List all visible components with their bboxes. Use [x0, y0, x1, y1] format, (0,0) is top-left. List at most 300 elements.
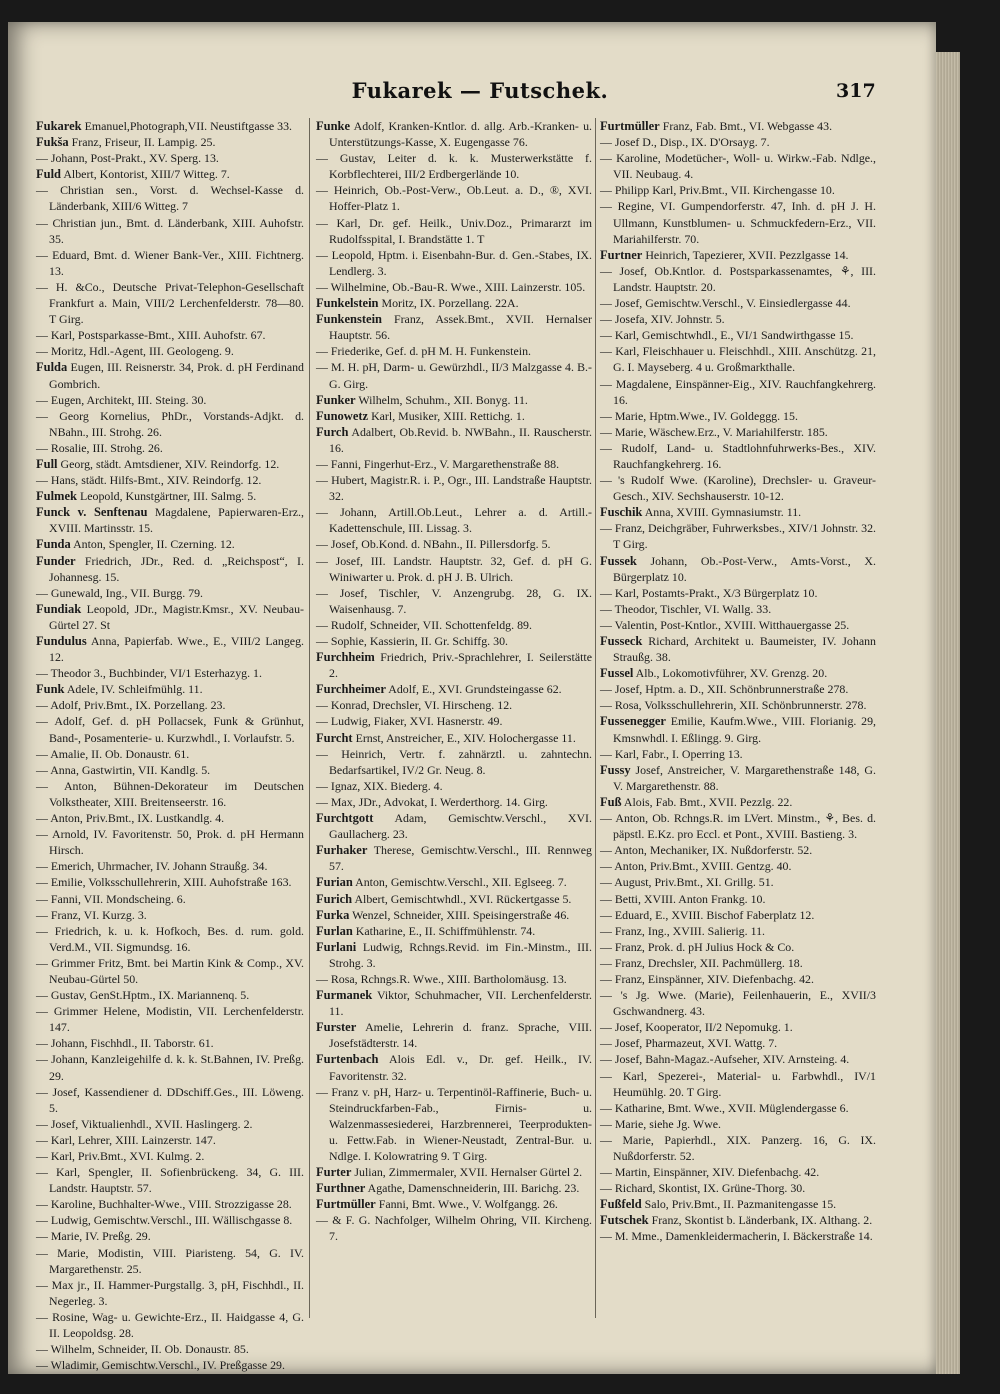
entry-details: Alois Edl. v., Dr. gef. Heilk., IV. Favoritenstr. 32.	[329, 1052, 592, 1083]
entry-details: — Karl, Gemischtwhdl., E., VI/1 Sandwirthgasse 15.	[600, 328, 854, 343]
entry-surname: Fussenegger	[600, 714, 666, 729]
directory-entry	[316, 311, 592, 343]
directory-entry	[316, 649, 592, 681]
directory-entry	[600, 585, 876, 601]
entry-details: — Amalie, II. Ob. Donaustr. 61.	[36, 746, 190, 761]
directory-entry	[600, 1196, 876, 1212]
entry-details: — Heinrich, Ob.-Post-Verw., Ob.Leut. a. D., ®, XVI. Hoffer-Platz 1.	[316, 183, 592, 214]
entry-details: — Gustav, Leiter d. k. k. Musterwerkstätte f. Korbflechterei, III/2 Erdbergerlände 10.	[316, 151, 592, 182]
entry-surname: Furtner	[600, 247, 643, 262]
entry-details: — Josef, Ob.Kond. d. NBahn., II. Pillersdorfg. 5.	[316, 537, 551, 552]
entry-details: Eugen, III. Reisnerstr. 34, Prok. d. pH Ferdinand Gombrich.	[49, 360, 304, 391]
entry-details: — Eduard, Bmt. d. Wiener Bank-Ver., XIII. Fichtnerg. 13.	[36, 247, 304, 278]
directory-entry	[36, 440, 304, 456]
directory-entry	[36, 955, 304, 987]
entry-surname: Funke	[316, 119, 351, 133]
entry-details: — Rudolf, Land- u. Stadtlohnfuhrwerks-Bes., XIV. Rauchfangkehrerg. 16.	[600, 440, 876, 471]
directory-entry	[316, 359, 592, 391]
directory-entry	[600, 424, 876, 440]
entry-details: — Josef, Kassendiener d. DDschiff.Ges., III. Löweng. 5.	[36, 1084, 304, 1115]
directory-entry	[600, 697, 876, 713]
directory-entry	[36, 1051, 304, 1083]
entry-surname: Furtenbach	[316, 1052, 379, 1067]
directory-entry	[36, 327, 304, 343]
entry-details: — Katharine, Bmt. Wwe., XVII. Müglendergasse 6.	[600, 1100, 849, 1115]
entry-details: Emilie, Kaufm.Wwe., VIII. Florianig. 29, Kmsnwhdl. I. Eßlingg. 9. Girg.	[613, 714, 876, 745]
entry-details: — Ludwig, Gemischtw.Verschl., III. Wällischgasse 8.	[36, 1213, 293, 1228]
entry-details: — Heinrich, Vertr. f. zahnärztl. u. zahntechn. Bedarfsartikel, IV/2 Gr. Neug. 8.	[316, 746, 592, 777]
directory-entry	[316, 295, 592, 311]
entry-details: Josef, Anstreicher, V. Margarethenstraße 148, G. V. Margarethenstr. 88.	[613, 762, 876, 793]
entry-details: — 's Rudolf Wwe. (Karoline), Drechsler- u. Graveur-Gesch., XIV. Sechshauserstr. 10-12.	[600, 473, 876, 504]
directory-entry	[600, 247, 876, 263]
entry-details: — Rosalie, III. Strohg. 26.	[36, 440, 163, 455]
entry-details: — Marie, Papierhdl., XIX. Panzerg. 16, G. IX. Nußdorferstr. 52.	[600, 1132, 876, 1163]
entry-surname: Full	[36, 456, 58, 471]
entry-details: — Konrad, Drechsler, VI. Hirscheng. 12.	[316, 698, 513, 713]
entry-details: — Valentin, Post-Kntlor., XVIII. Witthauergasse 25.	[600, 617, 850, 632]
entry-details: — Karl, Spengler, II. Sofienbrückeng. 34, G. III. Landstr. Hauptstr. 57.	[36, 1165, 304, 1196]
entry-details: — Leopold, Hptm. i. Eisenbahn-Bur. d. Gen.-Stabes, IX. Lendlerg. 3.	[316, 247, 592, 278]
directory-entry	[316, 794, 592, 810]
entry-surname: Furtmüller	[316, 1197, 376, 1212]
directory-entry	[36, 1003, 304, 1035]
entry-details: — Gustav, GenSt.Hptm., IX. Mariannenq. 5.	[36, 988, 250, 1003]
entry-details: Adolf, E., XVI. Grundsteingasse 62.	[388, 682, 562, 697]
directory-entry	[36, 1212, 304, 1228]
entry-surname: Fuschik	[600, 505, 643, 520]
directory-entry	[36, 1245, 304, 1277]
entry-surname: Furchtgott	[316, 811, 374, 826]
directory-entry	[316, 150, 592, 182]
entry-details: — Anton, Priv.Bmt., IX. Lustkandlg. 4.	[36, 811, 225, 826]
entry-details: Leopold, JDr., Magistr.Kmsr., XV. Neubau-Gürtel 27. St	[49, 601, 304, 632]
directory-entry	[316, 810, 592, 842]
directory-entry	[316, 874, 592, 890]
entry-details: — Franz v. pH, Harz- u. Terpentinöl-Raffinerie, Buch- u. Steindruckfarben-Fab., Firnis- u. Walzenmassesiederei, Harzbrennerei, Teerprodukten- u. Fettw.Fab. in Wiener-Neustadt, Zentral-Bur. u. Ndlge. I. Kolowratring 9. T Girg.	[316, 1084, 592, 1163]
directory-entry	[36, 891, 304, 907]
directory-entry	[600, 553, 876, 585]
directory-entry	[600, 891, 876, 907]
entry-details: — Anton, Mechaniker, IX. Nußdorferstr. 52.	[600, 843, 813, 858]
directory-entry	[600, 842, 876, 858]
directory-entry	[600, 118, 876, 134]
entry-details: — Franz, VI. Kurzg. 3.	[36, 907, 147, 922]
entry-details: — Karl, Priv.Bmt., XVI. Kulmg. 2.	[36, 1149, 205, 1163]
directory-entry	[36, 1277, 304, 1309]
entry-details: Heinrich, Tapezierer, XVII. Pezzlgasse 14.	[645, 247, 849, 262]
directory-entry	[316, 536, 592, 552]
directory-entry	[600, 1051, 876, 1067]
entry-details: — Max, JDr., Advokat, I. Werderthorg. 14. Girg.	[316, 794, 548, 809]
directory-entry	[36, 504, 304, 536]
directory-entry	[600, 1035, 876, 1051]
directory-entry	[600, 1068, 876, 1100]
directory-column-2	[316, 118, 592, 1318]
entry-details: Wilhelm, Schuhm., XII. Bonyg. 11.	[358, 392, 528, 407]
entry-surname: Furtmüller	[600, 119, 660, 133]
directory-entry	[316, 713, 592, 729]
directory-entry	[36, 826, 304, 858]
entry-surname: Funda	[36, 537, 71, 552]
directory-entry	[36, 697, 304, 713]
directory-entry	[316, 1051, 592, 1083]
directory-entry	[36, 1148, 304, 1164]
directory-entry	[36, 343, 304, 359]
entry-details: — Josefa, XIV. Johnstr. 5.	[600, 312, 725, 327]
directory-entry	[600, 907, 876, 923]
entry-details: Albert, Gemischtwhdl., XVI. Rückertgasse 5.	[354, 891, 572, 906]
entry-surname: Furian	[316, 875, 353, 890]
directory-entry	[36, 150, 304, 166]
directory-entry	[36, 746, 304, 762]
directory-entry	[316, 907, 592, 923]
entry-details: — Wladimir, Gemischtw.Verschl., IV. Preßgasse 29.	[36, 1358, 285, 1373]
entry-details: Friedrich, Priv.-Sprachlehrer, I. Seilerstätte 2.	[329, 650, 592, 681]
entry-details: Julian, Zimmermaler, XVII. Hernalser Gürtel 2.	[354, 1165, 583, 1180]
entry-details: Adam, Gemischtw.Verschl., XVI. Gaullacherg. 23.	[329, 811, 592, 842]
entry-details: — Friederike, Gef. d. pH M. H. Funkenstein.	[316, 344, 531, 359]
directory-entry	[316, 456, 592, 472]
entry-details: — August, Priv.Bmt., XI. Grillg. 51.	[600, 875, 774, 890]
entry-details: — Marie, Wäschew.Erz., V. Mariahilferstr. 185.	[600, 424, 828, 439]
entry-details: — Josef, Gemischtw.Verschl., V. Einsiedlergasse 44.	[600, 296, 851, 311]
entry-details: — Anton, Priv.Bmt., XVIII. Gentzg. 40.	[600, 859, 792, 874]
entry-surname: Furthner	[316, 1181, 366, 1196]
entry-details: — Josef D., Disp., IX. D'Orsayg. 7.	[600, 135, 770, 150]
entry-details: — Karl, Postamts-Prakt., X/3 Bürgerplatz 10.	[600, 585, 818, 600]
entry-details: — Josef, Tischler, V. Anzengrubg. 28, G. IX. Waisenhausg. 7.	[316, 585, 592, 616]
entry-details: — Emilie, Volksschullehrerin, XIII. Auhofstraße 163.	[36, 875, 292, 890]
directory-entry	[316, 971, 592, 987]
entry-details: — Josef, Pharmazeut, XVI. Wattg. 7.	[600, 1036, 778, 1051]
entry-details: Fanni, Bmt. Wwe., V. Wolfgangg. 26.	[378, 1197, 558, 1212]
entry-details: Anna, Papierfab. Wwe., E., VIII/2 Langeg. 12.	[49, 634, 304, 665]
entry-details: — Max jr., II. Hammer-Purgstallg. 3, pH, Fischhdl., II. Negerleg. 3.	[36, 1277, 304, 1308]
entry-surname: Furchheimer	[316, 682, 386, 697]
entry-surname: Fundiak	[36, 601, 82, 616]
entry-details: — Anton, Ob. Rchngs.R. im LVert. Minstm., ⚘, Bes. d. päpstl. E.Kz. pro Eccl. et Pont., XVIII. Bastieng. 3.	[600, 811, 876, 842]
entry-details: — Fanni, VII. Mondscheing. 6.	[36, 891, 186, 906]
entry-surname: Funder	[36, 553, 76, 568]
directory-entry	[36, 1116, 304, 1132]
directory-entry	[600, 343, 876, 375]
entry-surname: Funk	[36, 682, 65, 697]
entry-details: — Grimmer Fritz, Bmt. bei Martin Kink & Comp., XV. Neubau-Gürtel 50.	[36, 955, 304, 986]
entry-details: — Franz, Prok. d. pH Julius Hock & Co.	[600, 939, 795, 954]
entry-details: Anna, XVIII. Gymnasiumstr. 11.	[644, 505, 802, 520]
entry-surname: Furchheim	[316, 650, 375, 665]
entry-details: — Betti, XVIII. Anton Frankg. 10.	[600, 891, 766, 906]
entry-details: Emanuel,Photograph,VII. Neustiftgasse 33.	[84, 119, 292, 133]
directory-entry	[36, 585, 304, 601]
directory-entry	[36, 633, 304, 665]
directory-entry	[316, 392, 592, 408]
entry-details: — Marie, Modistin, VIII. Piaristeng. 54, G. IV. Margarethenstr. 25.	[36, 1245, 304, 1276]
entry-details: — Josef, III. Landstr. Hauptstr. 32, Gef. d. pH G. Winiwarter u. Prok. d. pH J. B. Ulrich.	[316, 553, 592, 584]
entry-surname: Fulmek	[36, 489, 77, 504]
directory-entry	[316, 424, 592, 456]
directory-entry	[600, 713, 876, 745]
entry-details: — Johann, Post-Prakt., XV. Sperg. 13.	[36, 151, 219, 166]
entry-details: — Theodor 3., Buchbinder, VI/1 Esterhazyg. 1.	[36, 666, 262, 681]
directory-entry	[600, 987, 876, 1019]
directory-entry	[600, 794, 876, 810]
directory-entry	[600, 665, 876, 681]
directory-entry	[600, 311, 876, 327]
entry-details: Ludwig, Rchngs.Revid. im Fin.-Minstm., III. Strohg. 3.	[329, 939, 592, 970]
entry-details: — Ludwig, Fiaker, XVI. Hasnerstr. 49.	[316, 714, 503, 729]
entry-details: Richard, Architekt u. Baumeister, IV. Johann Straußg. 38.	[613, 634, 876, 665]
directory-entry	[36, 1341, 304, 1357]
directory-entry	[36, 601, 304, 633]
entry-details: Alois, Fab. Bmt., XVII. Pezzlg. 22.	[623, 794, 793, 809]
entry-details: Georg, städt. Amtsdiener, XIV. Reindorfg. 12.	[60, 456, 280, 471]
entry-details: — Friedrich, k. u. k. Hofkoch, Bes. d. rum. gold. Verd.M., VII. Sigmundsg. 16.	[36, 923, 304, 954]
entry-details: Adele, IV. Schleifmühlg. 11.	[66, 682, 203, 697]
entry-details: — Josef, Kooperator, II/2 Nepomukg. 1.	[600, 1020, 793, 1035]
page-number: 317	[836, 80, 876, 102]
entry-surname: Furmanek	[316, 988, 373, 1003]
directory-column-1	[36, 118, 304, 1373]
directory-entry	[316, 408, 592, 424]
entry-details: — Theodor, Tischler, VI. Wallg. 33.	[600, 601, 772, 616]
directory-entry	[316, 504, 592, 536]
entry-details: Karl, Musiker, XIII. Rettichg. 1.	[371, 408, 525, 423]
entry-details: — Karl, Spezerei-, Material- u. Farbwhdl., IV/1 Heumühlg. 20. T Girg.	[600, 1068, 876, 1099]
directory-entry	[36, 874, 304, 890]
entry-surname: Funker	[316, 392, 356, 407]
directory-column-3	[600, 118, 876, 1318]
entry-details: Wenzel, Schneider, XIII. Speisingerstraße 46.	[352, 907, 570, 922]
entry-details: Franz, Friseur, II. Lampig. 25.	[71, 135, 216, 150]
directory-entry	[600, 601, 876, 617]
directory-entry	[316, 987, 592, 1019]
directory-entry	[316, 1180, 592, 1196]
entry-details: — Wilhelm, Schneider, II. Ob. Donaustr. 85.	[36, 1342, 249, 1357]
directory-entry	[600, 681, 876, 697]
directory-entry	[36, 1357, 304, 1373]
directory-entry	[600, 1212, 876, 1228]
directory-entry	[36, 472, 304, 488]
entry-details: — Franz, Einspänner, XIV. Diefenbachg. 42.	[600, 971, 814, 986]
directory-entry	[600, 376, 876, 408]
directory-entry	[36, 987, 304, 1003]
entry-details: Katharine, E., II. Schiffmühlenstr. 74.	[355, 923, 536, 938]
directory-entry	[36, 536, 304, 552]
entry-surname: Fusseck	[600, 634, 643, 648]
entry-details: Alb., Lokomotivführer, XV. Grenzg. 20.	[635, 666, 828, 681]
entry-details: — Johann, Fischhdl., II. Taborstr. 61.	[36, 1036, 214, 1051]
entry-details: — Regine, VI. Gumpendorferstr. 47, Inh. d. pH J. H. Ullmann, Kunstblumen- u. Schmuckfedern-Erz., VII. Mariahilferstr. 70.	[600, 199, 876, 246]
directory-entry	[36, 1228, 304, 1244]
entry-details: — Adolf, Gef. d. pH Pollacsek, Funk & Grünhut, Band-, Posamenterie- u. Kurzwhdl., I. Vorlaufstr. 5.	[36, 714, 304, 745]
directory-entry	[600, 182, 876, 198]
directory-entry	[600, 1100, 876, 1116]
directory-entry	[316, 1196, 592, 1212]
directory-entry	[316, 343, 592, 359]
directory-entry	[36, 134, 304, 150]
directory-entry	[316, 923, 592, 939]
entry-surname: Funck v. Senftenau	[36, 505, 148, 520]
entry-details: — Richard, Skontist, IX. Grüne-Thorg. 30.	[600, 1181, 806, 1196]
entry-details: Anton, Gemischtw.Verschl., XII. Eglseeg. 7.	[355, 875, 567, 890]
running-header: Fukarek — Futschek.	[351, 78, 609, 103]
directory-entry	[316, 1212, 592, 1244]
entry-details: — Ignaz, XIX. Biederg. 4.	[316, 778, 443, 793]
directory-entry	[316, 617, 592, 633]
directory-entry	[600, 198, 876, 246]
entry-details: — Rosine, Wag- u. Gewichte-Erz., II. Haidgasse 4, G. II. Leopoldsg. 28.	[36, 1309, 304, 1341]
directory-entry	[600, 1180, 876, 1196]
directory-entry	[600, 327, 876, 343]
entry-details: — Franz, Deichgräber, Fuhrwerksbes., XIV/1 Johnstr. 32. T Girg.	[600, 521, 876, 552]
entry-details: Moritz, IX. Porzellang. 22A.	[381, 296, 519, 311]
directory-entry	[36, 392, 304, 408]
directory-entry	[36, 713, 304, 745]
entry-surname: Fußfeld	[600, 1197, 642, 1212]
directory-entry	[316, 215, 592, 247]
directory-entry	[600, 955, 876, 971]
entry-details: — Johann, Kanzleigehilfe d. k. k. St.Bahnen, IV. Preßg. 29.	[36, 1052, 304, 1083]
entry-details: — Magdalene, Einspänner-Eig., XIV. Rauchfangkehrerg. 16.	[600, 376, 876, 407]
directory-entry	[316, 247, 592, 279]
directory-entry	[600, 617, 876, 633]
entry-details: — Franz, Drechsler, XII. Pachmüllerg. 18.	[600, 955, 803, 970]
entry-details: Magdalene, Papierwaren-Erz., XVIII. Martinsstr. 15.	[49, 505, 304, 536]
directory-entry	[600, 520, 876, 552]
entry-details: Adolf, Kranken-Kntlor. d. allg. Arb.-Kranken- u. Unterstützungs-Kasse, X. Eugengasse 76.	[329, 119, 593, 150]
entry-details: Therese, Gemischtw.Verschl., III. Rennweg 57.	[329, 843, 592, 874]
entry-details: — Christian jun., Bmt. d. Länderbank, XIII. Auhofstr. 35.	[36, 215, 304, 246]
entry-surname: Furlan	[316, 923, 353, 938]
directory-entry	[36, 681, 304, 697]
directory-entry	[36, 359, 304, 391]
entry-surname: Fussek	[600, 553, 637, 568]
directory-entry	[36, 1196, 304, 1212]
entry-details: — Josef, Bahn-Magaz.-Aufseher, XIV. Arnsteing. 4.	[600, 1052, 850, 1067]
entry-details: Anton, Spengler, II. Czerning. 12.	[73, 537, 235, 552]
entry-details: — Marie, siehe Jg. Wwe.	[600, 1116, 721, 1131]
directory-entry	[600, 1132, 876, 1164]
directory-entry	[36, 247, 304, 279]
directory-entry	[316, 553, 592, 585]
directory-entry	[36, 456, 304, 472]
entry-surname: Furka	[316, 907, 350, 922]
entry-details: — Josef, Hptm. a. D., XII. Schönbrunnerstraße 278.	[600, 682, 849, 697]
directory-entry	[600, 746, 876, 762]
entry-details: — Eduard, E., XVIII. Bischof Faberplatz 12.	[600, 907, 815, 922]
directory-entry	[36, 1084, 304, 1116]
entry-details: — Karoline, Modetücher-, Woll- u. Wirkw.-Fab. Ndlge., VII. Neubaug. 4.	[600, 151, 876, 182]
entry-details: — Johann, Artill.Ob.Leut., Lehrer a. d. Artill.-Kadettenschule, III. Lissag. 3.	[316, 505, 592, 536]
entry-details: Johann, Ob.-Post-Verw., Amts-Vorst., X. Bürgerplatz 10.	[613, 553, 876, 584]
entry-details: — M. Mme., Damenkleidermacherin, I. Bäckerstraße 14.	[600, 1229, 873, 1244]
directory-entry	[316, 778, 592, 794]
directory-entry	[600, 762, 876, 794]
directory-entry	[600, 874, 876, 890]
directory-entry	[36, 907, 304, 923]
entry-surname: Furster	[316, 1020, 357, 1035]
entry-details: — Karl, Fleischhauer u. Fleischhdl., XIII. Anschützg. 21, G. I. Mayseberg. 4 u. Großmarkthalle.	[600, 344, 876, 375]
entry-details: — Christian sen., Vorst. d. Wechsel-Kasse d. Länderbank, XIII/6 Witteg. 7	[36, 183, 304, 214]
entry-details: — Moritz, Hdl.-Agent, III. Geologeng. 9.	[36, 344, 234, 359]
entry-surname: Fuld	[36, 167, 62, 182]
directory-entry	[316, 1019, 592, 1051]
entry-details: Adalbert, Ob.Revid. b. NWBahn., II. Rauscherstr. 16.	[329, 424, 592, 455]
entry-details: — Marie, IV. Preßg. 29.	[36, 1229, 151, 1244]
entry-details: Leopold, Kunstgärtner, III. Salmg. 5.	[79, 489, 257, 504]
directory-entry	[600, 1164, 876, 1180]
directory-entry	[316, 585, 592, 617]
entry-surname: Furich	[316, 891, 353, 906]
directory-entry	[36, 488, 304, 504]
entry-details: — Marie, Hptm.Wwe., IV. Goldeggg. 15.	[600, 408, 798, 423]
entry-details: — Josef, Viktualienhdl., XVII. Haslingerg. 2.	[36, 1116, 253, 1131]
directory-entry	[36, 762, 304, 778]
entry-details: — Rosa, Volksschullehrerin, XII. Schönbrunnerstr. 278.	[600, 698, 867, 713]
directory-entry	[36, 778, 304, 810]
directory-entry	[36, 858, 304, 874]
directory-entry	[600, 150, 876, 182]
directory-entry	[36, 215, 304, 247]
entry-details: — Anna, Gastwirtin, VII. Kandlg. 5.	[36, 762, 211, 777]
entry-details: Albert, Kontorist, XIII/7 Witteg. 7.	[63, 167, 230, 182]
column-divider	[309, 118, 310, 1318]
directory-entry	[36, 1309, 304, 1341]
entry-details: — H. &Co., Deutsche Privat-Telephon-Gesellschaft Frankfurt a. Main, VIII/2 Lerchenfelderstr. 78—80. T Girg.	[36, 279, 304, 327]
entry-surname: Fukša	[36, 135, 69, 150]
directory-entry	[600, 810, 876, 842]
entry-details: — & F. G. Nachfolger, Wilhelm Ohring, VII. Kircheng. 7.	[316, 1213, 592, 1244]
directory-entry	[316, 939, 592, 971]
entry-details: — Gunewald, Ing., VII. Burgg. 79.	[36, 585, 204, 600]
directory-entry	[316, 472, 592, 504]
entry-surname: Furlani	[316, 939, 357, 954]
entry-surname: Furcht	[316, 730, 353, 745]
directory-entry	[600, 263, 876, 295]
entry-details: — 's Jg. Wwe. (Marie), Feilenhauerin, E., XVII/3 Gschwandnerg. 43.	[600, 988, 876, 1019]
entry-surname: Fussy	[600, 762, 631, 777]
entry-details: — Georg Kornelius, PhDr., Vorstands-Adjkt. d. NBahn., III. Strohg. 26.	[36, 408, 304, 439]
entry-details: — Fanni, Fingerhut-Erz., V. Margarethenstraße 88.	[316, 456, 560, 471]
entry-details: Viktor, Schuhmacher, VII. Lerchenfelderstr. 11.	[329, 988, 592, 1019]
directory-entry	[36, 166, 304, 182]
entry-surname: Fuß	[600, 794, 622, 809]
directory-entry	[316, 182, 592, 214]
directory-entry	[600, 1228, 876, 1244]
entry-details: — Wilhelmine, Ob.-Bau-R. Wwe., XIII. Lainzerstr. 105.	[316, 279, 586, 294]
directory-entry	[600, 1116, 876, 1132]
entry-surname: Futschek	[600, 1213, 649, 1228]
directory-entry	[316, 891, 592, 907]
entry-details: — Rosa, Rchngs.R. Wwe., XIII. Bartholomäusg. 13.	[316, 971, 567, 986]
directory-entry	[600, 939, 876, 955]
directory-entry	[316, 118, 592, 150]
directory-entry	[36, 1164, 304, 1196]
entry-details: — M. H. pH, Darm- u. Gewürzhdl., II/3 Malzgasse 4. B.-G. Girg.	[316, 360, 592, 391]
entry-details: — Adolf, Priv.Bmt., IX. Porzellang. 23.	[36, 698, 226, 713]
entry-details: — Karl, Fabr., I. Operring 13.	[600, 746, 743, 761]
directory-entry	[600, 472, 876, 504]
entry-details: — Hubert, Magistr.R. i. P., Ogr., III. Landstraße Hauptstr. 32.	[316, 473, 592, 504]
directory-entry	[600, 504, 876, 520]
entry-details: — Anton, Bühnen-Dekorateur im Deutschen Volkstheater, XIII. Breitenseerstr. 16.	[36, 778, 304, 809]
directory-entry	[600, 923, 876, 939]
directory-entry	[600, 971, 876, 987]
directory-entry	[600, 440, 876, 472]
directory-entry	[316, 1164, 592, 1180]
